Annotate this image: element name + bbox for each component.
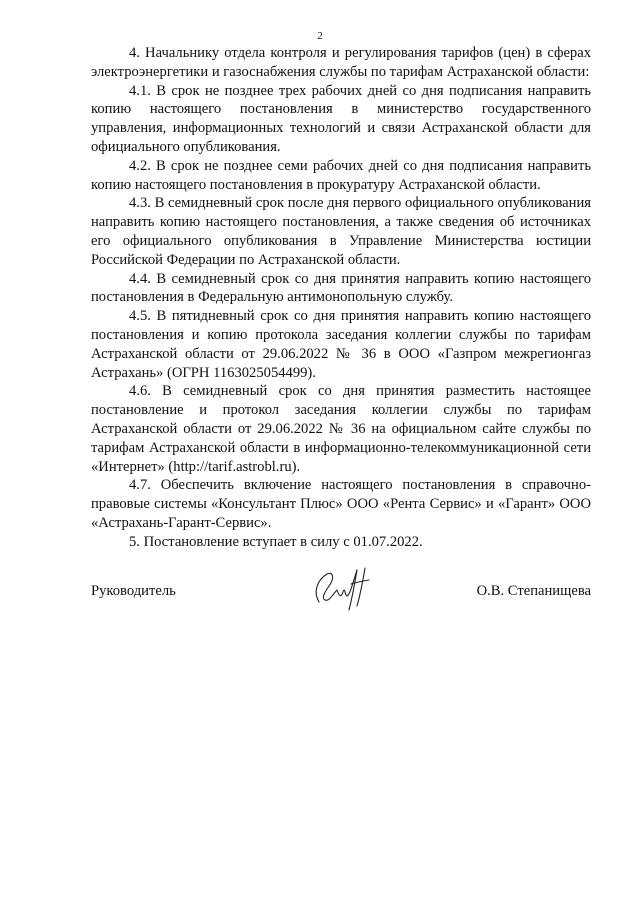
paragraph-4-2: 4.2. В срок не позднее семи рабочих дней со дня подписания направить копию настоящего постановления в прокуратуру Астраханской области. [91, 157, 591, 193]
paragraph-4-3: 4.3. В семидневный срок после дня первого официального опубликования направить копию настоящего постановления, а также сведения об источниках его официального опубликования в Управление Министерства юстиции Российской Федерации по Астраханской области. [91, 195, 591, 268]
paragraph-4-7: 4.7. Обеспечить включение настоящего постановления в справочно-правовые системы «Консультант Плюс» ООО «Рента Сервис» и «Гарант» ООО «Астрахань-Гарант-Сервис». [91, 477, 591, 531]
signer-name: О.В. Степанищева [476, 583, 591, 599]
document-body [91, 44, 591, 552]
signature-block [91, 562, 591, 632]
handwritten-signature [307, 562, 377, 616]
paragraph-4-4: 4.4. В семидневный срок со дня принятия направить копию настоящего постановления в Федеральную антимонопольную службу. [91, 270, 591, 306]
paragraph-5: 5. Постановление вступает в силу с 01.07.2022. [129, 533, 423, 550]
paragraph-4-5: 4.5. В пятидневный срок со дня принятия направить копию настоящего постановления и копию протокола заседания коллегии службы по тарифам Астраханской области от 29.06.2022 № 36 в ООО «Газпром межрегионгаз Астрахань» (ОГРН 1163025054499). [91, 308, 591, 381]
page-number: 2 [317, 30, 323, 42]
paragraph-4-1: 4.1. В срок не позднее трех рабочих дней со дня подписания направить копию настоящего постановления в министерство государственного управления, информационных технологий и связи Астраханской области для официального опубликования. [91, 82, 591, 155]
paragraph-4-6: 4.6. В семидневный срок со дня принятия разместить настоящее постановление и протокол заседания коллегии службы по тарифам Астраханской области от 29.06.2022 № 36 на официальном сайте службы по тарифам Астраханской области в информационно-телекоммуникационной сети «Интернет» (http://tarif.astrobl.ru). [91, 383, 591, 475]
signer-position: Руководитель [91, 583, 176, 599]
paragraph-4: 4. Начальнику отдела контроля и регулирования тарифов (цен) в сферах электроэнергетики и газоснабжения службы по тарифам Астраханской области: [91, 45, 591, 80]
